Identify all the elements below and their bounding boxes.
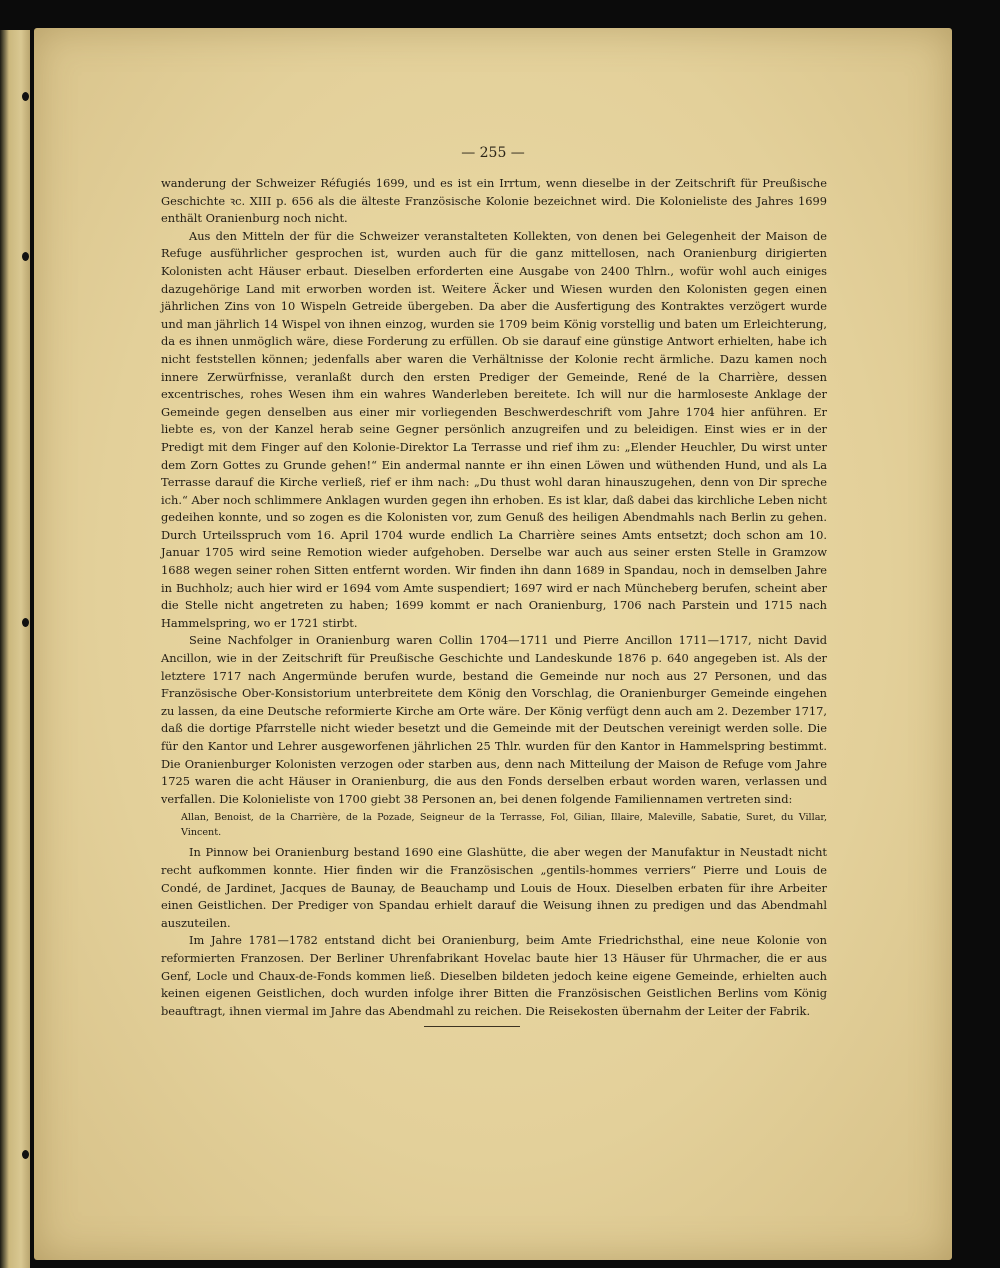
paragraph-1: wanderung der Schweizer Réfugiés 1699, und es ist ein Irrtum, wenn dieselbe in der Zeitschrift für Preußische Geschichte ꝛc. XIII p. 656 als die älteste Französische Kolonie bezeichnet wird. Die Kolonieliste des Jahres 1699 enthält Oranienburg noch nicht. [161, 176, 827, 226]
body-text [161, 175, 827, 1020]
binding-hole [22, 92, 29, 101]
page-number: — 255 — [461, 145, 525, 161]
adjacent-page-edge [0, 30, 30, 1268]
family-names-list: Allan, Benoist, de la Charrière, de la Pozade, Seigneur de la Terrasse, Fol, Gilian, Illaire, Maleville, Sabatie, Suret, du Villar, Vincent. [181, 812, 827, 839]
binding-hole [22, 252, 29, 261]
paragraph-4: In Pinnow bei Oranienburg bestand 1690 eine Glashütte, die aber wegen der Manufaktur in Neustadt nicht recht aufkommen konnte. Hier finden wir die Französischen „gentils-hommes verriers“ Pierre und Louis de Condé, de Jardinet, Jacques de Baunay, de Beauchamp und Louis de Houx. Dieselben erbaten für ihre Arbeiter einen Geistlichen. Der Prediger von Spandau erhielt darauf die Weisung ihnen zu predigen und das Abendmahl auszuteilen. [161, 845, 827, 930]
paragraph-3: Seine Nachfolger in Oranienburg waren Collin 1704—1711 und Pierre Ancillon 1711—1717, nicht David Ancillon, wie in der Zeitschrift für Preußische Geschichte und Landeskunde 1876 p. 640 angegeben ist. Als der letztere 1717 nach Angermünde berufen wurde, bestand die Gemeinde nur noch aus 27 Personen, und das Französische Ober-Konsistorium unterbreitete dem König den Vorschlag, die Oranienburger Gemeinde eingehen zu lassen, da eine Deutsche reformierte Kirche am Orte wäre. Der König verfügt denn auch am 2. Dezember 1717, daß die dortige Pfarrstelle nicht wieder besetzt und die Gemeinde mit der Deutschen vereinigt werden solle. Die für den Kantor und Lehrer ausgeworfenen jährlichen 25 Thlr. wurden für den Kantor in Hammelspring bestimmt. Die Oranienburger Kolonisten verzogen oder starben aus, denn nach Mitteilung der Maison de Refuge vom Jahre 1725 waren die acht Häuser in Oranienburg, die aus den Fonds derselben erbaut worden waren, verlassen und verfallen. Die Kolonieliste von 1700 giebt 38 Personen an, bei denen folgende Familiennamen vertreten sind: [161, 633, 827, 806]
book-page [34, 28, 952, 1260]
paragraph-2: Aus den Mitteln der für die Schweizer veranstalteten Kollekten, von denen bei Gelegenheit der Maison de Refuge ausführlicher gesprochen ist, wurden auch für die ganz mittellosen, nach Oranienburg dirigierten Kolonisten acht Häuser erbaut. Dieselben erforderten eine Ausgabe von 2400 Thlrn., wofür wohl auch einiges dazugehörige Land mit erworben worden ist. Weitere Äcker und Wiesen wurden den Kolonisten gegen einen jährlichen Zins von 10 Wispeln Getreide übergeben. Da aber die Ausfertigung des Kontraktes verzögert wurde und man jährlich 14 Wispel von ihnen einzog, wurden sie 1709 beim König vorstellig und baten um Erleichterung, da es ihnen unmöglich wäre, diese Forderung zu erfüllen. Ob sie darauf eine günstige Antwort erhielten, habe ich nicht feststellen können; jedenfalls aber waren die Verhältnisse der Kolonie recht ärmliche. Dazu kamen noch innere Zerwürfnisse, veranlaßt durch den ersten Prediger der Gemeinde, René de la Charrière, dessen excentrisches, rohes Wesen ihm ein wahres Wanderleben bereitete. Ich will nur die harmloseste Anklage der Gemeinde gegen denselben aus einer mir vorliegenden Beschwerdeschrift vom Jahre 1704 hier anführen. Er liebte es, von der Kanzel herab seine Gegner persönlich anzugreifen und zu beleidigen. Einst wies er in der Predigt mit dem Finger auf den Kolonie-Direktor La Terrasse und rief ihm zu: „Elender Heuchler, Du wirst unter dem Zorn Gottes zu Grunde gehen!“ Ein andermal nannte er ihn einen Löwen und wüthenden Hund, und als La Terrasse darauf die Kirche verließ, rief er ihm nach: „Du thust wohl daran hinauszugehen, denn von Dir spreche ich.“ Aber noch schlimmere Anklagen wurden gegen ihn erhoben. Es ist klar, daß dabei das kirchliche Leben nicht gedeihen konnte, und so zogen es die Kolonisten vor, zum Genuß des heiligen Abendmahls nach Berlin zu gehen. Durch Urteilsspruch vom 16. April 1704 wurde endlich La Charrière seines Amts entsetzt; doch schon am 10. Januar 1705 wird seine Remotion wieder aufgehoben. Derselbe war auch aus seiner ersten Stelle in Gramzow 1688 wegen seiner rohen Sitten entfernt worden. Wir finden ihn dann 1689 in Spandau, noch in demselben Jahre in Buchholz; auch hier wird er 1694 vom Amte suspendiert; 1697 wird er nach Müncheberg berufen, scheint aber die Stelle nicht angetreten zu haben; 1699 kommt er nach Oranienburg, 1706 nach Parstein und 1715 nach Hammelspring, wo er 1721 stirbt. [161, 228, 827, 630]
paragraph-5: Im Jahre 1781—1782 entstand dicht bei Oranienburg, beim Amte Friedrichsthal, eine neue Kolonie von reformierten Franzosen. Der Berliner Uhrenfabrikant Hovelac baute hier 13 Häuser für Uhrmacher, die er aus Genf, Locle und Chaux-de-Fonds kommen ließ. Dieselben bildeten jedoch keine eigene Gemeinde, erhielten auch keinen eigenen Geistlichen, doch wurden infolge ihrer Bitten die Französischen Geistlichen Berlins vom König beauftragt, ihnen viermal im Jahre das Abendmahl zu reichen. Die Reisekosten übernahm der Leiter der Fabrik. [161, 933, 827, 1018]
section-end-rule [424, 1026, 520, 1027]
binding-hole [22, 618, 29, 627]
binding-hole [22, 1150, 29, 1159]
